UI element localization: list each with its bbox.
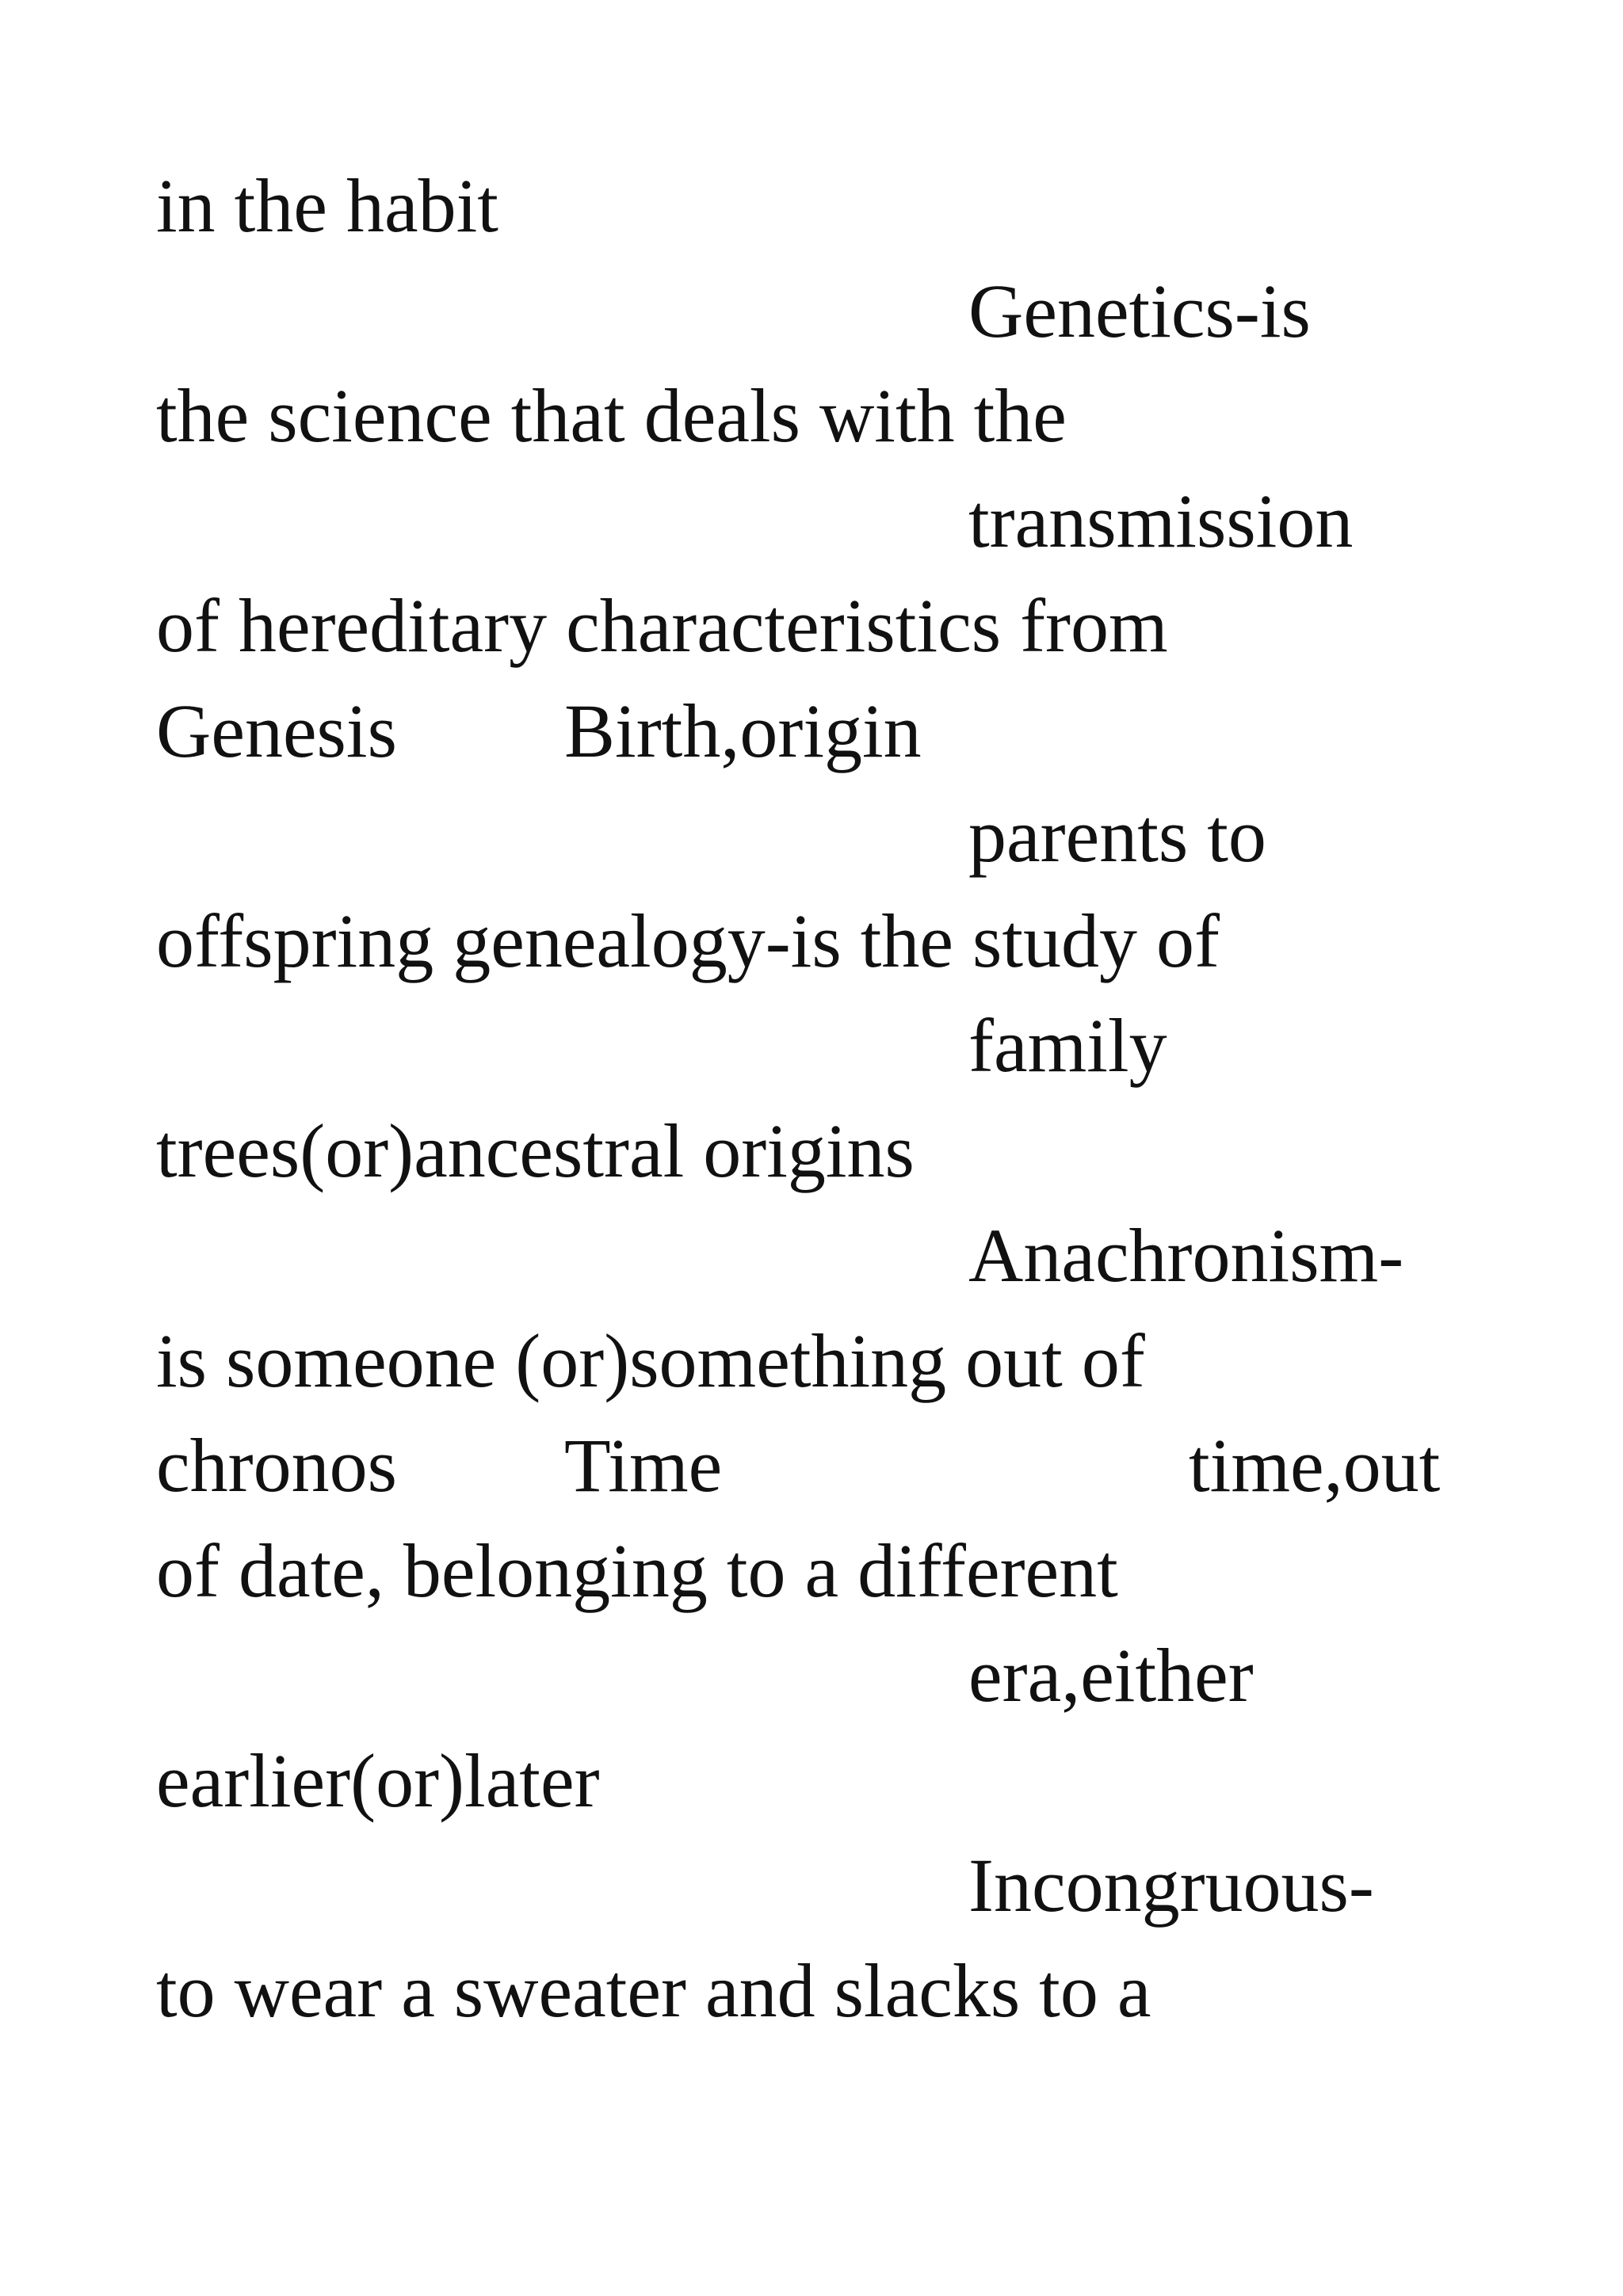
text-line-10: family bbox=[968, 1003, 1167, 1088]
text-line-15: Time bbox=[564, 1423, 723, 1508]
text-line-8: parents to bbox=[968, 793, 1266, 878]
text-line-21: to wear a sweater and slacks to a bbox=[156, 1948, 1151, 2033]
text-line-7: Birth,origin bbox=[564, 688, 922, 773]
text-line-19: earlier(or)later bbox=[156, 1738, 600, 1823]
text-line-4: transmission bbox=[968, 479, 1354, 563]
text-line-1: in the habit bbox=[156, 163, 498, 248]
text-line-3: the science that deals with the bbox=[156, 373, 1067, 458]
text-line-12: Anachronism- bbox=[968, 1213, 1404, 1298]
text-line-14: chronos bbox=[156, 1423, 397, 1508]
text-line-13: is someone (or)something out of bbox=[156, 1318, 1145, 1403]
text-line-6: Genesis bbox=[156, 688, 397, 773]
text-line-20: Incongruous- bbox=[968, 1843, 1374, 1928]
text-line-5: of hereditary characteristics from bbox=[156, 583, 1168, 668]
text-line-18: era,either bbox=[968, 1633, 1254, 1718]
text-line-16: time,out bbox=[1189, 1423, 1441, 1508]
text-line-9: offspring genealogy-is the study of bbox=[156, 898, 1220, 983]
text-line-17: of date, belonging to a different bbox=[156, 1528, 1118, 1613]
text-line-11: trees(or)ancestral origins bbox=[156, 1108, 915, 1193]
text-line-2: Genetics-is bbox=[968, 269, 1311, 353]
